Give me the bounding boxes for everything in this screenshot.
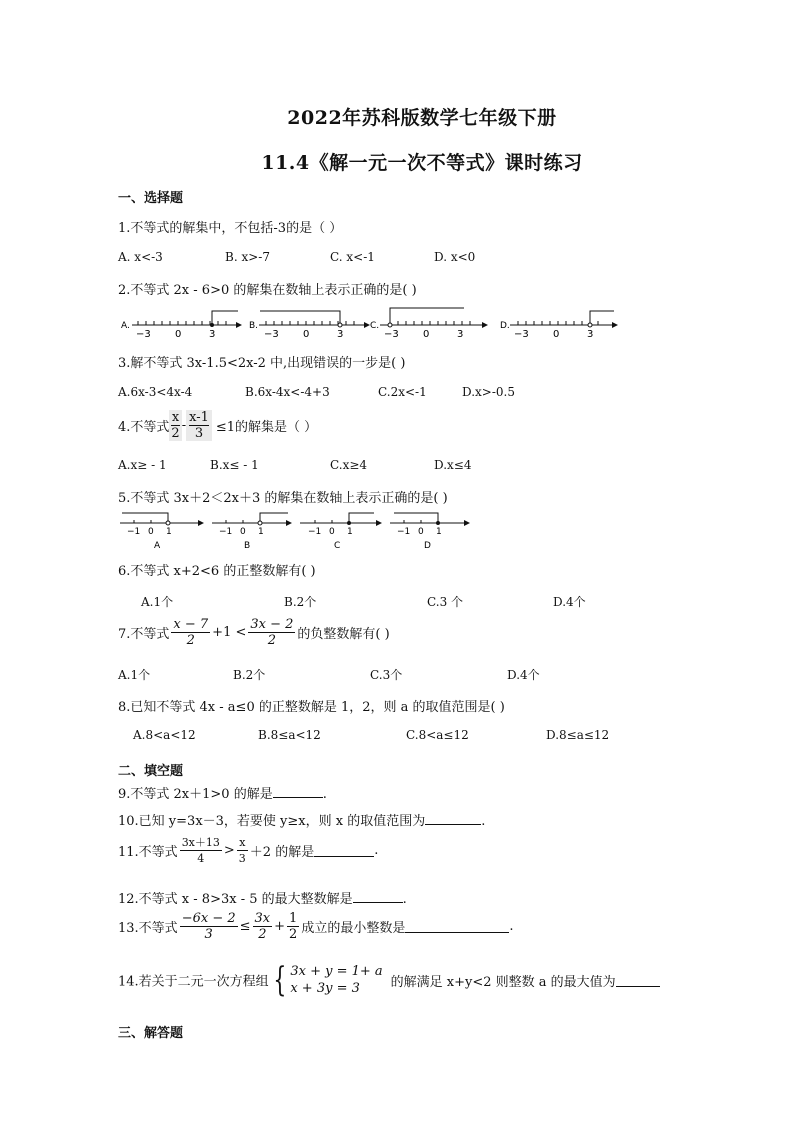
q13-plus: + [274, 919, 286, 934]
q4-option-a: A.x≥ - 1 [118, 458, 167, 472]
equation-brace: { [273, 960, 286, 1000]
question-10 [118, 810, 485, 829]
q4-option-d: D.x≤4 [434, 458, 472, 472]
q5-label-d: D [424, 541, 431, 551]
tick-label: −1 [127, 527, 141, 537]
q11-frac2-num: x [237, 835, 248, 851]
answer-blank[interactable] [273, 785, 323, 798]
q7-option-b: B.2个 [233, 668, 266, 682]
answer-blank[interactable] [314, 844, 374, 857]
q14-eq1: 3x + y = 1+ a [290, 964, 383, 979]
q14-equation-system [290, 963, 382, 997]
q11-frac1-den: 4 [197, 852, 205, 865]
tick-label: 0 [175, 329, 182, 340]
number-line-figure [118, 506, 478, 552]
q11-gt: > [223, 843, 235, 858]
q13-suffix: 成立的最小整数是 [301, 921, 406, 936]
section-heading: 二、填空题 [118, 764, 184, 779]
q13-fraction-2 [253, 911, 273, 942]
question-7 [118, 617, 390, 648]
q13-le: ≤ [239, 919, 251, 934]
question-1: 1.不等式的解集中，不包括-3的是（ ） [118, 221, 343, 236]
q12-stem: 12.不等式 x - 8>3x - 5 的最大整数解是 [118, 892, 353, 907]
q13-fraction-3 [287, 911, 299, 942]
tick-label: 0 [329, 527, 335, 537]
section-heading: 三、解答题 [118, 1026, 184, 1041]
q4-frac2-num: x-1 [189, 410, 209, 425]
q11-fraction-2 [237, 835, 248, 866]
tick-label: 3 [457, 329, 464, 340]
q5-number-lines [118, 506, 478, 552]
q6-option-b: B.2个 [284, 595, 317, 609]
question-6: 6.不等式 x+2<6 的正整数解有( ) [118, 564, 316, 579]
question-12 [118, 888, 407, 907]
q6-option-a: A.1个 [141, 595, 174, 609]
q1-option-c: C. x<-1 [330, 250, 375, 264]
tick-label: 1 [347, 527, 353, 537]
question-14 [118, 960, 660, 1000]
section-heading: 一、选择题 [118, 191, 184, 206]
q13-frac2-den: 2 [258, 927, 267, 942]
q4-minus: - [181, 418, 187, 433]
q7-prefix: 7.不等式 [118, 627, 170, 642]
q4-option-b: B.x≤ - 1 [210, 458, 259, 472]
tick-label: −3 [136, 329, 151, 340]
tick-label: 0 [418, 527, 424, 537]
q13-frac1-den: 3 [204, 927, 213, 942]
q11-frac1-num: 3x＋13 [181, 836, 220, 849]
answer-blank[interactable] [405, 920, 509, 933]
tick-label: −3 [514, 329, 529, 340]
tick-label: 0 [240, 527, 246, 537]
q8-option-c: C.8<a≤12 [406, 728, 469, 742]
tick-label: 3 [587, 329, 594, 340]
doc-title: 2022年苏科版数学七年级下册 [287, 107, 557, 129]
q2-label-a: A. [121, 321, 130, 331]
question-2: 2.不等式 2x - 6>0 的解集在数轴上表示正确的是( ) [118, 283, 417, 298]
q11-prefix: 11.不等式 [118, 845, 178, 860]
tick-label: −3 [264, 329, 279, 340]
q7-option-a: A.1个 [118, 668, 151, 682]
q8-option-a: A.8<a<12 [133, 728, 196, 742]
q13-prefix: 13.不等式 [118, 921, 178, 936]
number-line-figure [118, 303, 618, 343]
tick-label: 0 [148, 527, 154, 537]
doc-subtitle: 11.4《解一元一次不等式》课时练习 [261, 152, 583, 174]
q7-option-c: C.3个 [370, 668, 403, 682]
q3-option-c: C.2x<-1 [378, 385, 427, 399]
tick-label: 3 [209, 329, 216, 340]
q5-label-b: B [244, 541, 251, 551]
q7-frac1-den: 2 [186, 633, 195, 648]
q13-frac2-num: 3x [254, 911, 271, 926]
q4-frac1-num: x [171, 410, 180, 425]
answer-blank[interactable] [616, 974, 660, 987]
tick-label: 0 [423, 329, 430, 340]
tick-label: 0 [303, 329, 310, 340]
q7-fraction-2 [248, 617, 295, 648]
q3-option-a: A.6x-3<4x-4 [118, 385, 193, 399]
q4-fraction-2 [186, 410, 212, 441]
q1-option-d: D. x<0 [434, 250, 476, 264]
answer-blank[interactable] [353, 890, 403, 903]
tick-label: −1 [308, 527, 322, 537]
q4-suffix: ≤1的解集是（ ） [215, 420, 318, 435]
q11-fraction-1 [180, 835, 222, 866]
q4-frac2-den: 3 [194, 426, 204, 441]
tick-label: 1 [436, 527, 442, 537]
q7-frac2-den: 2 [267, 633, 277, 648]
tick-label: 0 [553, 329, 560, 340]
q4-prefix: 4.不等式 [118, 420, 170, 435]
q7-suffix: 的负整数解有( ) [297, 627, 390, 642]
q11-frac2-den: 3 [238, 852, 246, 865]
question-9 [118, 783, 327, 802]
q14-prefix: 14.若关于二元一次方程组 [118, 974, 269, 990]
q5-label-c: C [334, 541, 341, 551]
q14-suffix: 的解满足 x+y<2 则整数 a 的最大值为 [390, 974, 616, 990]
q8-option-d: D.8≤a≤12 [546, 728, 610, 742]
q5-label-a: A [154, 541, 161, 551]
q6-option-d: D.4个 [553, 595, 586, 609]
q7-fraction-1 [171, 617, 210, 648]
tick-label: −1 [397, 527, 411, 537]
tick-label: −3 [384, 329, 399, 340]
q4-frac1-den: 2 [171, 426, 180, 441]
q2-label-b: B. [249, 321, 259, 331]
q12-end: . [402, 892, 407, 907]
question-8: 8.已知不等式 4x - a≤0 的正整数解是 1，2，则 a 的取值范围是( ) [118, 700, 505, 715]
q1-option-a: A. x<-3 [118, 250, 163, 264]
q2-number-lines [118, 303, 618, 343]
q2-label-d: D. [500, 321, 510, 331]
q8-option-b: B.8≤a<12 [258, 728, 321, 742]
q10-end: . [481, 814, 486, 829]
q3-option-d: D.x>-0.5 [462, 385, 515, 399]
q9-end: . [322, 787, 327, 802]
q14-eq2: x + 3y = 3 [290, 981, 360, 996]
q7-middle: +1 < [212, 625, 247, 640]
q3-option-b: B.6x-4x<-4+3 [245, 385, 330, 399]
q7-option-d: D.4个 [507, 668, 540, 682]
tick-label: 3 [337, 329, 344, 340]
q10-stem: 10.已知 y=3x－3，若要使 y≥x，则 x 的取值范围为 [118, 814, 426, 829]
answer-blank[interactable] [425, 812, 481, 825]
question-13 [118, 911, 513, 942]
q6-option-c: C.3 个 [427, 595, 464, 609]
question-3: 3.解不等式 3x-1.5<2x-2 中,出现错误的一步是( ) [118, 356, 406, 371]
q13-fraction-1 [180, 911, 238, 942]
q4-fraction-1 [169, 410, 181, 441]
tick-label: −1 [219, 527, 233, 537]
q13-frac3-den: 2 [289, 927, 298, 942]
q13-frac1-num: −6x − 2 [181, 911, 236, 926]
q13-frac3-num: 1 [289, 911, 298, 926]
q11-end: . [374, 843, 379, 858]
tick-label: 1 [258, 527, 264, 537]
tick-label: 1 [166, 527, 172, 537]
q2-label-c: C. [370, 321, 380, 331]
q11-suffix: ＋2 的解是 [249, 845, 315, 860]
question-11 [118, 835, 378, 866]
q4-option-c: C.x≥4 [330, 458, 368, 472]
q7-frac2-num: 3x − 2 [250, 617, 294, 632]
q13-end: . [509, 919, 514, 934]
q1-option-b: B. x>-7 [225, 250, 270, 264]
question-5: 5.不等式 3x＋2＜2x＋3 的解集在数轴上表示正确的是( ) [118, 491, 448, 506]
q7-frac1-num: x − 7 [173, 617, 209, 632]
q9-stem: 9.不等式 2x＋1>0 的解是 [118, 787, 273, 802]
question-4 [118, 410, 317, 441]
